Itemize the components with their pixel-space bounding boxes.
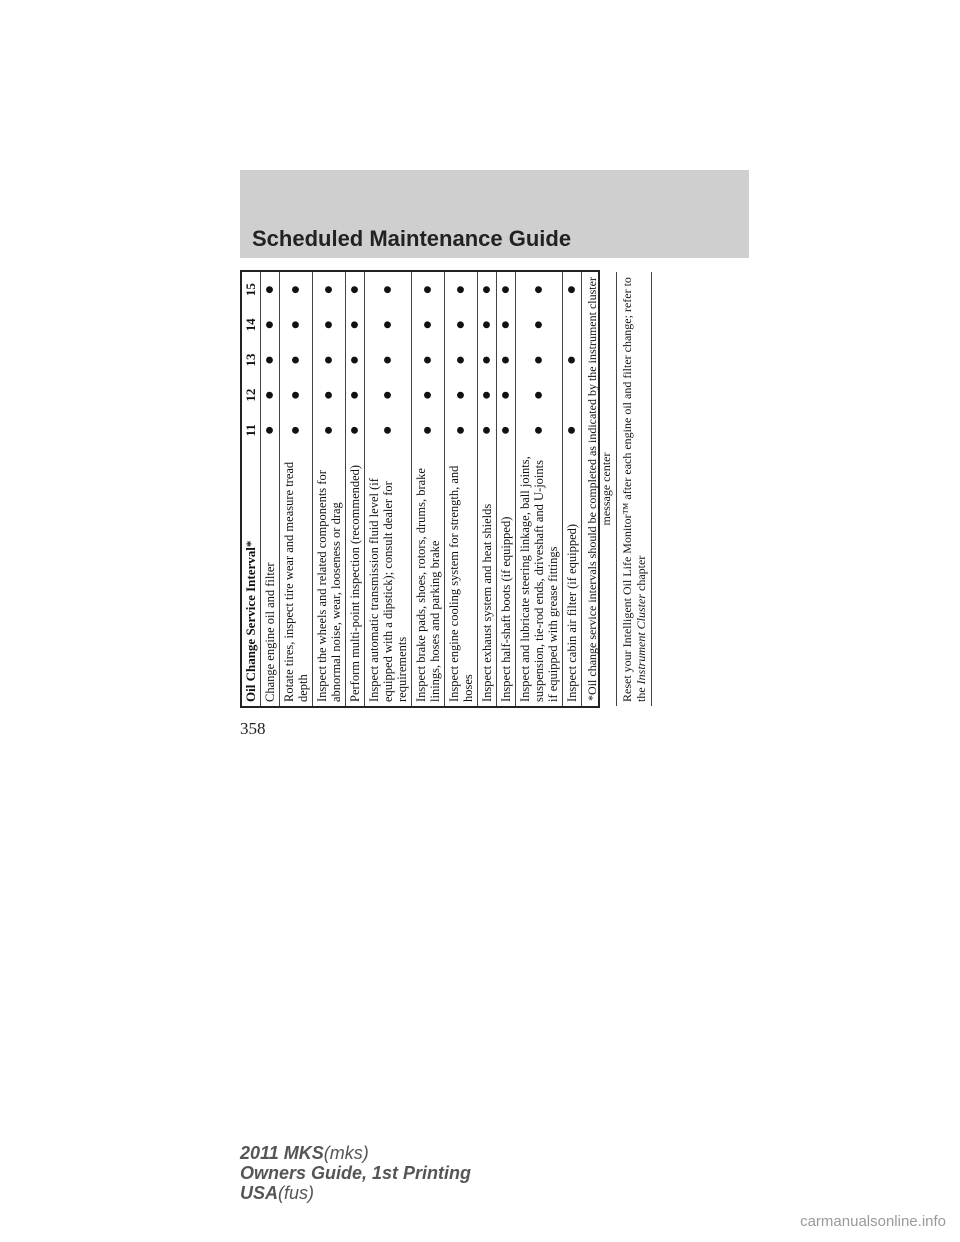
service-mark-icon: ●	[346, 378, 365, 413]
service-mark-icon: ●	[280, 342, 313, 377]
service-mark-icon: ●	[280, 413, 313, 448]
service-mark-icon: ●	[478, 307, 497, 342]
footer-region-code: (fus)	[278, 1183, 315, 1203]
service-mark-icon: ●	[478, 342, 497, 377]
table-row	[261, 272, 280, 706]
service-mark-icon: ●	[412, 272, 445, 307]
service-mark-icon: ●	[280, 307, 313, 342]
service-mark-icon: ●	[313, 378, 346, 413]
maintenance-table	[240, 270, 648, 708]
table-row	[313, 272, 346, 706]
table-row	[445, 272, 478, 706]
service-item-label: Inspect and lubricate steering linkage, ball joints, suspension, tie-rod ends, driveshaft and U-joints if equipped with grease fittings	[516, 448, 563, 706]
table-footnote-row	[582, 272, 617, 706]
service-mark-icon: ●	[516, 378, 563, 413]
table-row	[563, 272, 582, 706]
table-row	[478, 272, 497, 706]
service-mark-icon: ●	[412, 413, 445, 448]
service-mark-icon: ●	[346, 272, 365, 307]
footer-model-code: (mks)	[323, 1143, 369, 1163]
service-mark-icon: ●	[478, 378, 497, 413]
interval-column-header: 11	[242, 413, 261, 448]
interval-column-header: 14	[242, 307, 261, 342]
section-header	[240, 170, 749, 258]
service-mark-icon: ●	[280, 272, 313, 307]
service-mark-icon: ●	[497, 307, 516, 342]
footer-region: USA	[240, 1183, 279, 1203]
table-reset-row	[617, 272, 652, 706]
service-mark-icon: ●	[563, 342, 582, 377]
service-mark-icon: ●	[365, 307, 412, 342]
footer-model: 2011 MKS	[240, 1143, 324, 1163]
service-mark-icon: ●	[516, 307, 563, 342]
service-item-label: Inspect cabin air filter (if equipped)	[563, 448, 582, 706]
service-mark-icon: ●	[412, 342, 445, 377]
service-mark-icon: ●	[346, 342, 365, 377]
reset-note-suffix: chapter	[634, 555, 648, 594]
table-row	[346, 272, 365, 706]
service-mark-icon: ●	[445, 272, 478, 307]
service-mark-icon: ●	[445, 342, 478, 377]
service-mark-icon: ●	[563, 413, 582, 448]
reset-note	[617, 272, 652, 706]
footnote: *Oil change service intervals should be completed as indicated by the instrument cluster message center	[582, 272, 617, 706]
footer-printing: Owners Guide, 1st Printing	[240, 1163, 472, 1183]
service-mark-icon: ●	[365, 413, 412, 448]
table-header-row	[242, 272, 261, 706]
table-row	[365, 272, 412, 706]
service-mark-icon: ●	[261, 378, 280, 413]
service-item-label: Perform multi-point inspection (recommended)	[346, 448, 365, 706]
service-item-label: Change engine oil and filter	[261, 448, 280, 706]
service-mark-icon: ●	[516, 342, 563, 377]
service-mark-icon: ●	[497, 342, 516, 377]
service-item-label: Inspect brake pads, shoes, rotors, drums, brake linings, hoses and parking brake	[412, 448, 445, 706]
maintenance-table-grid	[242, 272, 652, 706]
service-mark-icon: ●	[261, 272, 280, 307]
service-mark-icon: ●	[365, 378, 412, 413]
service-mark-icon: ●	[313, 413, 346, 448]
service-mark-icon: ●	[313, 307, 346, 342]
watermark: carmanualsonline.info	[800, 1213, 946, 1230]
service-mark-empty	[563, 378, 582, 413]
service-mark-icon: ●	[365, 342, 412, 377]
table-row	[280, 272, 313, 706]
service-mark-icon: ●	[261, 307, 280, 342]
interval-column-header: 12	[242, 378, 261, 413]
table-row	[412, 272, 445, 706]
service-item-label: Inspect automatic transmission fluid level (if equipped with a dipstick); consult dealer for requirements	[365, 448, 412, 706]
service-mark-icon: ●	[346, 413, 365, 448]
service-mark-icon: ●	[313, 272, 346, 307]
service-mark-icon: ●	[516, 272, 563, 307]
service-mark-icon: ●	[497, 272, 516, 307]
service-mark-icon: ●	[445, 307, 478, 342]
service-item-label: Inspect engine cooling system for strength, and hoses	[445, 448, 478, 706]
service-item-label: Inspect half-shaft boots (if equipped)	[497, 448, 516, 706]
service-mark-icon: ●	[412, 307, 445, 342]
reset-note-chapter: Instrument Cluster	[634, 593, 648, 685]
service-mark-icon: ●	[516, 413, 563, 448]
service-mark-icon: ●	[313, 342, 346, 377]
service-mark-icon: ●	[445, 378, 478, 413]
service-item-label: Inspect the wheels and related components for abnormal noise, wear, looseness or drag	[313, 448, 346, 706]
service-item-label: Rotate tires, inspect tire wear and measure tread depth	[280, 448, 313, 706]
table-heading: Oil Change Service Interval*	[242, 448, 261, 706]
service-item-label: Inspect exhaust system and heat shields	[478, 448, 497, 706]
table-row	[497, 272, 516, 706]
service-mark-icon: ●	[497, 378, 516, 413]
interval-column-header: 15	[242, 272, 261, 307]
service-mark-icon: ●	[478, 413, 497, 448]
print-footer	[240, 1143, 471, 1203]
page-number: 358	[240, 719, 266, 738]
service-mark-icon: ●	[346, 307, 365, 342]
service-mark-icon: ●	[280, 378, 313, 413]
service-mark-icon: ●	[563, 272, 582, 307]
service-mark-icon: ●	[445, 413, 478, 448]
interval-column-header: 13	[242, 342, 261, 377]
section-title: Scheduled Maintenance Guide	[252, 226, 572, 251]
service-mark-empty	[563, 307, 582, 342]
table-row	[516, 272, 563, 706]
service-mark-icon: ●	[261, 342, 280, 377]
service-mark-icon: ●	[497, 413, 516, 448]
service-mark-icon: ●	[412, 378, 445, 413]
service-mark-icon: ●	[365, 272, 412, 307]
reset-note-text: Reset your Intelligent Oil Life Monitor™ after each engine oil and filter change; refer to the	[620, 277, 648, 702]
service-mark-icon: ●	[478, 272, 497, 307]
service-mark-icon: ●	[261, 413, 280, 448]
